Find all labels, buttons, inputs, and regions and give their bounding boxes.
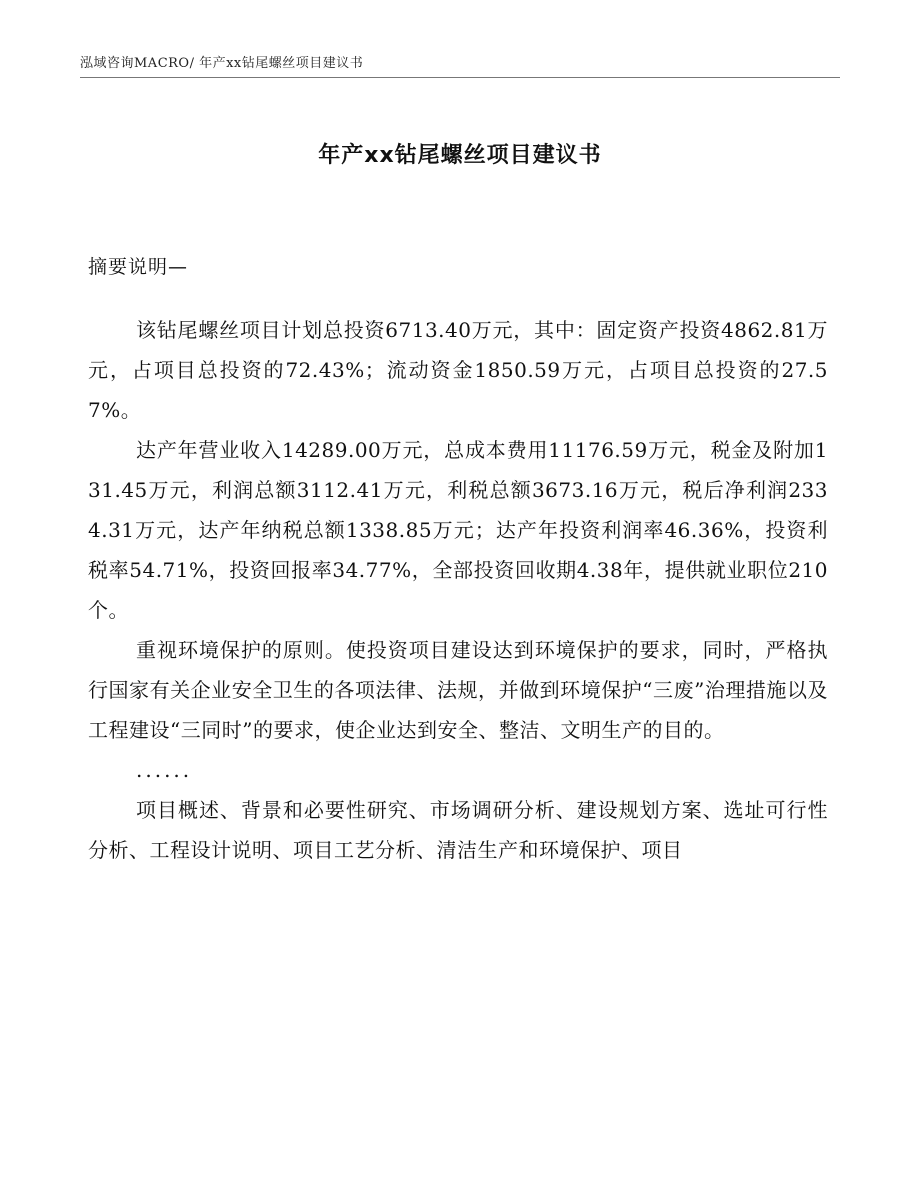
running-header: 泓域咨询MACRO/ 年产xx钻尾螺丝项目建议书 <box>80 56 364 71</box>
paragraph-financials: 达产年营业收入14289.00万元，总成本费用11176.59万元，税金及附加131.45万元，利润总额3112.41万元，利税总额3673.16万元，税后净利润2334.31万元，达产年纳税总额1338.85万元；达产年投资利润率46.36%，投资利税率54.71%，投资回报率34.77%，全部投资回收期4.38年，提供就业职位210个。 <box>88 438 828 622</box>
paragraph-contents: 项目概述、背景和必要性研究、市场调研分析、建设规划方案、选址可行性分析、工程设计说明、项目工艺分析、清洁生产和环境保护、项目 <box>88 798 828 862</box>
ellipsis: ...... <box>136 758 193 782</box>
body-text <box>88 310 828 870</box>
section-heading-summary: 摘要说明— <box>88 256 189 278</box>
paragraph-environment: 重视环境保护的原则。使投资项目建设达到环境保护的要求，同时，严格执行国家有关企业安全卫生的各项法律、法规，并做到环境保护“三废”治理措施以及工程建设“三同时”的要求，使企业达到安全、整洁、文明生产的目的。 <box>88 638 828 742</box>
header-divider <box>80 77 840 78</box>
document-title: 年产xx钻尾螺丝项目建议书 <box>318 143 602 168</box>
paragraph-investment: 该钻尾螺丝项目计划总投资6713.40万元，其中：固定资产投资4862.81万元，占项目总投资的72.43%；流动资金1850.59万元，占项目总投资的27.57%。 <box>88 318 828 422</box>
